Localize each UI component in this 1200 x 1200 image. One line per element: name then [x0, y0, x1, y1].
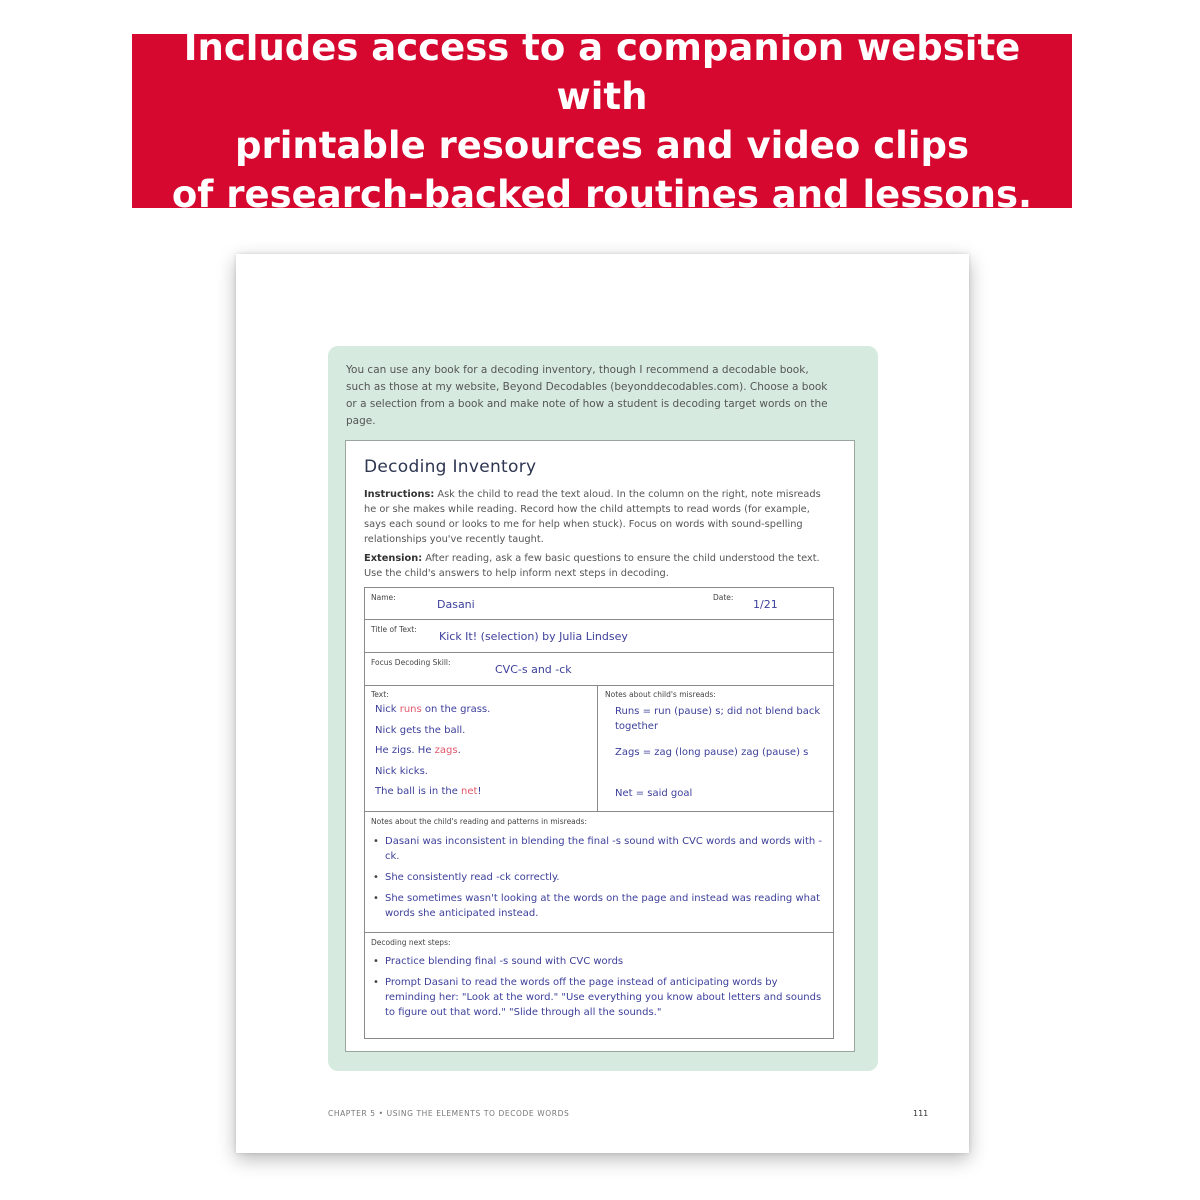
inventory-title: Decoding Inventory — [364, 457, 537, 477]
patterns-row — [365, 812, 833, 933]
decoding-inventory-card — [345, 440, 855, 1052]
banner-line-3: of research-backed routines and lessons. — [171, 173, 1033, 216]
patterns-label: Notes about the child's reading and patterns in misreads: — [371, 817, 587, 826]
list-item: • Prompt Dasani to read the words off the page instead of anticipating words by reminding her: "Look at the word." "Use everything you know about letters and sounds to figure out that word." "Slide through all the sounds." — [373, 975, 831, 1020]
date-label: Date: — [713, 593, 734, 602]
extension — [364, 551, 834, 581]
banner-line-2: printable resources and video clips — [234, 124, 970, 167]
focus-skill-label: Focus Decoding Skill: — [371, 658, 451, 667]
misread-note-1: Runs = run (pause) s; did not blend back together — [615, 706, 821, 732]
text-line: Nick kicks. — [375, 765, 428, 777]
chapter-footer: CHAPTER 5 • USING THE ELEMENTS TO DECODE WORDS — [328, 1109, 570, 1118]
list-item: • Practice blending final -s sound with CVC words — [373, 954, 831, 969]
promo-banner — [132, 26, 1072, 216]
inventory-table — [364, 587, 834, 1039]
instructions-label: Instructions: — [364, 489, 435, 500]
book-page — [236, 254, 969, 1153]
text-lines — [375, 700, 490, 803]
text-label: Text: — [371, 690, 389, 699]
text-line: Nick runs on the grass. — [375, 704, 491, 715]
misread-note-2: Zags = zag (long pause) zag (pause) s — [615, 747, 809, 758]
text-line: He zigs. He zags. — [375, 745, 461, 756]
next-steps-list — [373, 954, 831, 1026]
name-label: Name: — [371, 593, 396, 602]
patterns-list — [373, 834, 831, 927]
text-line: The ball is in the net! — [375, 786, 482, 797]
list-item: • She consistently read -ck correctly. — [373, 870, 831, 885]
title-of-text-row — [365, 620, 833, 653]
sidebar-box — [328, 346, 878, 1071]
instructions-text: Ask the child to read the text aloud. In the column on the right, note misreads he or she makes while reading. Record how the child attempts to read words (for example, says each sound or looks to me for help when stuck). Focus on words with sound-spelling relationships you've recently taught. — [364, 489, 821, 545]
extension-label: Extension: — [364, 553, 423, 564]
next-steps-row — [365, 933, 833, 1039]
text-misreads-row — [365, 686, 833, 812]
focus-skill-row — [365, 653, 833, 686]
misread-note-3: Net = said goal — [615, 788, 693, 799]
focus-skill-value: CVC-s and -ck — [495, 663, 572, 676]
name-value: Dasani — [437, 598, 475, 611]
title-of-text-value: Kick It! (selection) by Julia Lindsey — [439, 630, 628, 643]
next-steps-label: Decoding next steps: — [371, 938, 451, 947]
list-item: • She sometimes wasn't looking at the words on the page and instead was reading what words she anticipated instead. — [373, 891, 831, 921]
title-of-text-label: Title of Text: — [371, 625, 417, 634]
banner-line-1: Includes access to a companion website with — [183, 26, 1021, 118]
date-value: 1/21 — [753, 598, 778, 611]
misreads-label: Notes about child's misreads: — [605, 690, 716, 699]
extension-text: After reading, ask a few basic questions to ensure the child understood the text. Use the child's answers to help inform next steps in decoding. — [364, 553, 820, 579]
column-divider — [597, 686, 598, 811]
intro-text: You can use any book for a decoding inventory, though I recommend a decodable book, such as those at my website, Beyond Decodables (beyonddecodables.com). Choose a book or a selection from a book and make note of how a student is decoding target words on the page. — [346, 364, 828, 427]
page-number: 111 — [913, 1109, 929, 1118]
name-date-row — [365, 588, 833, 620]
instructions — [364, 487, 834, 547]
list-item: • Dasani was inconsistent in blending the final -s sound with CVC words and words with -ck. — [373, 834, 831, 864]
text-line: Nick gets the ball. — [375, 724, 466, 736]
